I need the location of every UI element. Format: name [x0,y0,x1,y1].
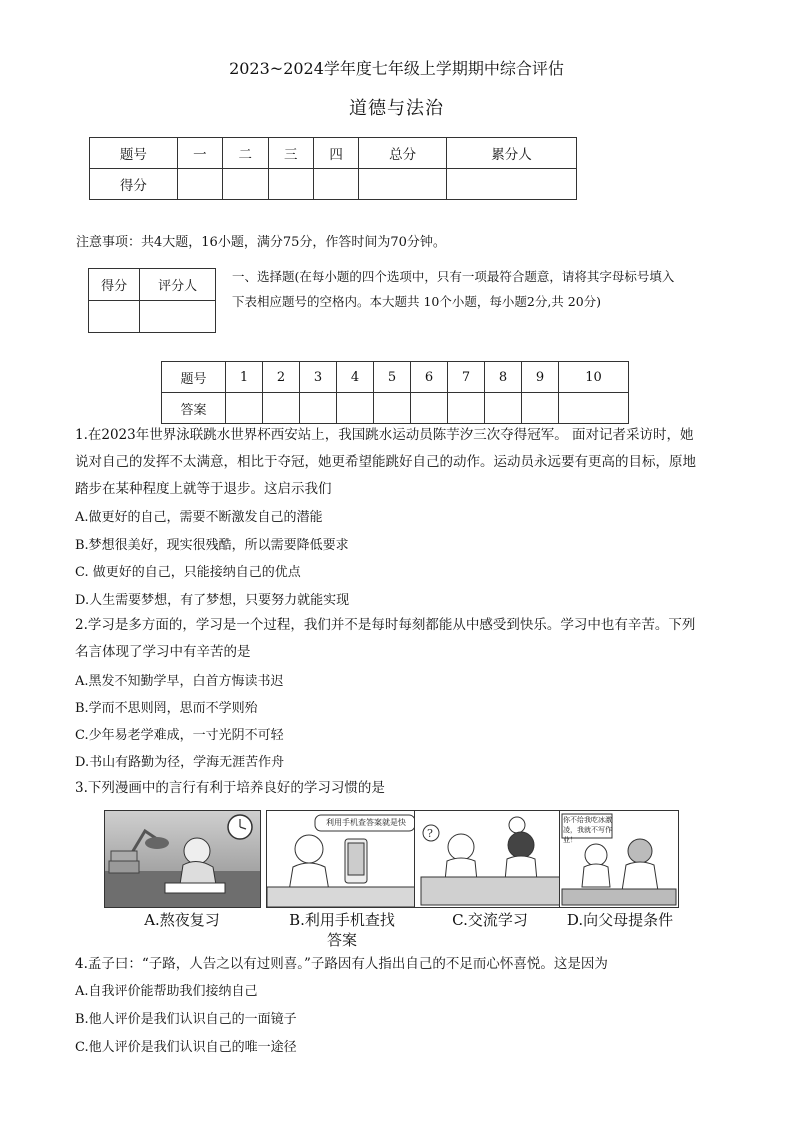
answer-input-cell[interactable] [374,393,411,424]
question-line: 踏步在某种程度上就等于退步。这启示我们 [75,481,332,497]
answer-input-cell[interactable] [337,393,374,424]
score-input-cell[interactable] [223,169,268,200]
question-line: 说对自己的发挥不太满意，相比于夺冠，她更希望能跳好自己的动作。运动员永远要有更高的目标，原地 [75,454,696,470]
comic-c-exchange-study [414,810,571,908]
answer-input-cell[interactable] [485,393,522,424]
question-2-option-d: D.书山有路勤为径，学海无涯苦作舟 [75,755,285,770]
section1-instructions [232,264,722,314]
score-cell: 一 [177,138,222,169]
comic-b-caption-line: 答案 [326,931,357,949]
exam-subject: 道德与法治 [349,98,444,119]
svg-text:?: ? [427,827,433,840]
answer-table [161,361,629,424]
question-4-option-a: A.自我评价能帮助我们接纳自己 [75,984,258,999]
question-line: 2.学习是多方面的，学习是一个过程，我们并不是每时每刻都能从中感受到快乐。学习中也有辛苦。下列 [75,617,696,633]
question-2-stem [75,612,725,666]
comic-d-speech-bubble: 你不给我吃冰激凌，我就不写作业！ [563,816,612,844]
section1-grader-table [88,268,216,333]
score-table-header-row [90,138,577,169]
comic-d-demand-parents [559,810,679,908]
answer-number-cell: 3 [300,362,337,393]
section1-instructions-line: 下表相应题号的空格内。本大题共 10个小题，每小题2分,共 20分) [232,294,602,309]
score-input-cell[interactable] [359,169,447,200]
exam-title: 2023~2024学年度七年级上学期期中综合评估 [229,59,564,78]
question-4-stem [75,951,725,978]
answer-input-cell[interactable] [559,393,629,424]
grader-input-cell[interactable] [140,301,216,333]
section1-instructions-line: 一、选择题(在每小题的四个选项中，只有一项最符合题意，请将其字母标号填入 [232,269,675,284]
comic-a-late-night-study [104,810,261,908]
question-line: 3.下列漫画中的言行有利于培养良好的学习习惯的是 [75,780,385,796]
comic-a-caption: A.熬夜复习 [144,911,220,929]
score-cell: 得分 [90,169,178,200]
score-input-cell[interactable] [268,169,313,200]
question-line: 1.在2023年世界泳联跳水世界杯西安站上，我国跳水运动员陈芋汐三次夺得冠军。 面对记者采访时，她 [75,427,694,443]
score-cell: 三 [268,138,313,169]
score-table-score-row [90,169,577,200]
score-input-cell[interactable] [313,169,358,200]
answer-table-number-row [162,362,629,393]
answer-input-cell[interactable] [226,393,263,424]
answer-header-cell: 题号 [162,362,226,393]
comic-b-speech-bubble: 利用手机查答案就是快 [326,818,406,827]
answer-number-cell: 8 [485,362,522,393]
score-input-cell[interactable] [177,169,222,200]
answer-number-cell: 2 [263,362,300,393]
grader-cell: 得分 [89,269,140,301]
question-1-option-c: C. 做更好的自己，只能接纳自己的优点 [75,565,301,580]
question-1-option-d: D.人生需要梦想，有了梦想，只要努力就能实现 [75,593,350,608]
comic-c-caption: C.交流学习 [452,911,528,929]
question-line: 名言体现了学习中有辛苦的是 [75,644,251,660]
score-input-cell[interactable] [447,169,577,200]
question-line: 4.孟子曰：“子路，人告之以有过则喜。”子路因有人指出自己的不足而心怀喜悦。这是因为 [75,956,608,972]
grader-input-cell[interactable] [89,301,140,333]
question-2-option-b: B.学而不思则罔，思而不学则殆 [75,701,258,716]
answer-input-cell[interactable] [522,393,559,424]
score-cell: 二 [223,138,268,169]
question-3-stem [75,775,725,802]
answer-number-cell: 10 [559,362,629,393]
score-cell: 总分 [359,138,447,169]
score-cell: 累分人 [447,138,577,169]
grader-cell: 评分人 [140,269,216,301]
question-4-option-c: C.他人评价是我们认识自己的唯一途径 [75,1040,297,1055]
comic-b-caption-line: B.利用手机查找 [289,911,395,929]
answer-number-cell: 4 [337,362,374,393]
answer-number-cell: 9 [522,362,559,393]
answer-number-cell: 1 [226,362,263,393]
question-1-option-b: B.梦想很美好，现实很残酷，所以需要降低要求 [75,538,349,553]
answer-number-cell: 5 [374,362,411,393]
comic-d-caption: D.向父母提条件 [566,911,674,929]
comic-b-phone-answers [266,810,423,908]
answer-input-cell[interactable] [411,393,448,424]
question-1-stem [75,422,725,503]
comic-a-illustration [105,811,260,907]
question-2-option-a: A.黑发不知勤学早，白首方悔读书迟 [75,674,284,689]
comic-b-caption [262,910,422,950]
answer-number-cell: 6 [411,362,448,393]
score-cell: 题号 [90,138,178,169]
question-1-option-a: A.做更好的自己，需要不断激发自己的潜能 [75,510,323,525]
question-4-option-b: B.他人评价是我们认识自己的一面镜子 [75,1012,297,1027]
question-2-option-c: C.少年易老学难成，一寸光阴不可轻 [75,728,284,743]
score-table [89,137,577,200]
answer-input-cell[interactable] [448,393,485,424]
comic-c-illustration [415,811,570,907]
answer-table-answer-row [162,393,629,424]
exam-notes: 注意事项：共4大题，16小题，满分75分，作答时间为70分钟。 [76,235,446,250]
score-cell: 四 [313,138,358,169]
answer-input-cell[interactable] [263,393,300,424]
answer-label-cell: 答案 [162,393,226,424]
answer-number-cell: 7 [448,362,485,393]
answer-input-cell[interactable] [300,393,337,424]
